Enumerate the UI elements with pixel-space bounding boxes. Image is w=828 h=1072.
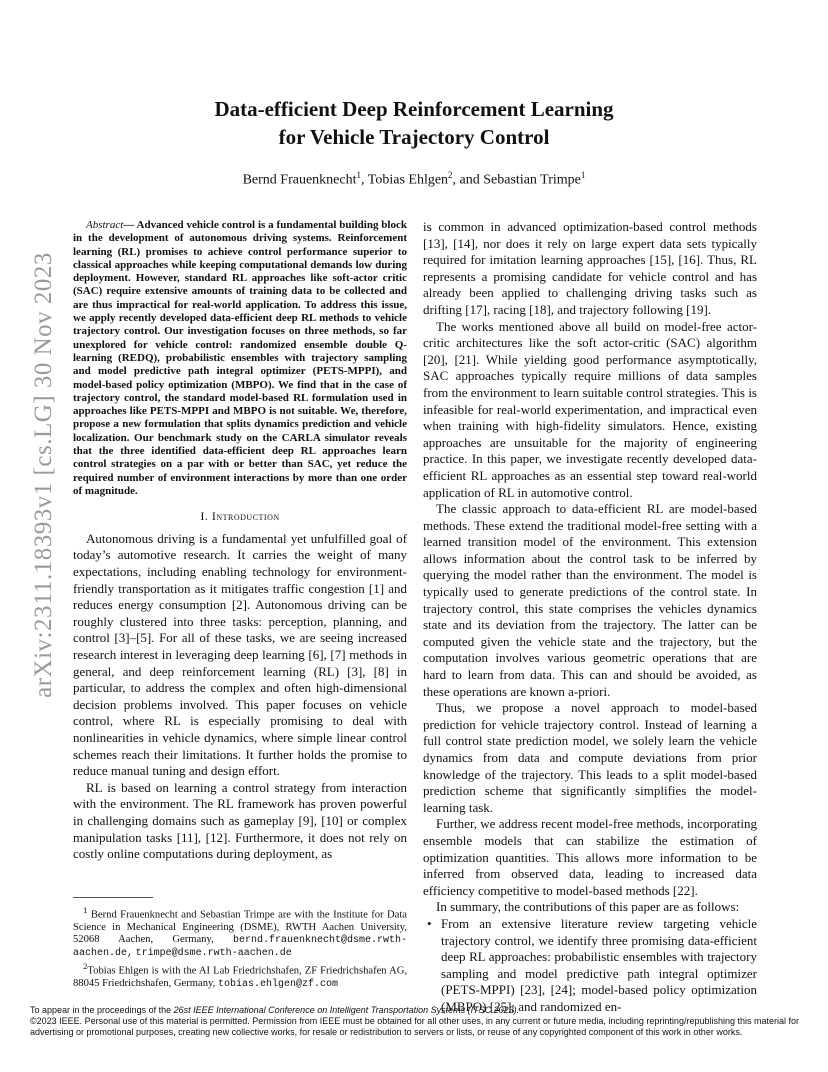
title-line-1: Data-efficient Deep Reinforcement Learning xyxy=(214,97,614,121)
section-title: Introduction xyxy=(211,509,280,524)
email-link[interactable]: tobias.ehlgen@zf.com xyxy=(217,979,338,991)
abstract-text: — Advanced vehicle control is a fundamental building block in the development of autonomous driving systems. Reinforcement learning (RL) promises to achieve control performance superior to classical approaches while keeping computational demands low during deployment. However, standard RL approaches like soft-actor critic (SAC) require extensive amounts of training data to be collected and are thus impractical for real-world application. To address this issue, we apply recently developed data-efficient deep RL methods to vehicle trajectory control. Our investigation focuses on three methods, so far unexplored for vehicle control: randomized ensemble double Q-learning (REDQ), probabilistic ensembles with trajectory sampling and model predictive path integral optimizer (PETS-MPPI), and model-based policy optimization (MBPO). We find that in the case of trajectory control, the standard model-based RL formulation used in approaches like PETS-MPPI and MBPO is not suitable. We, therefore, propose a new formulation that splits dynamics prediction and vehicle localization. Our benchmark study on the CARLA simulator reveals that the three identified data-efficient deep RL approaches learn control strategies on a par with or better than SAC, yet reduce the required number of environment interactions by more than one order of magnitude. xyxy=(73,219,407,497)
footnote xyxy=(73,904,407,991)
affiliation-mark-2: 2 xyxy=(448,170,453,180)
right-column xyxy=(423,219,757,1016)
footnote-mark-2: 2 xyxy=(83,961,88,972)
paragraph: The works mentioned above all build on model-free actor-critic architectures like the soft actor-critic (SAC) algorithm [20], [21]. While yielding good performance asymptotically, SAC approaches typically require millions of data samples from the environment to learn suitable control strategies. This is infeasible for real-world experimentation, and impractical even when training with high-fidelity simulators. Hence, existing approaches are unsuitable for the majority of engineering practice. In this paper, we investigate recently developed data-efficient RL approaches as an essential step toward real-world application of RL in automotive control. xyxy=(423,318,757,500)
paper-title xyxy=(0,95,828,151)
email-link[interactable]: bernd.frauenknecht@dsme.rwth-aachen.de, xyxy=(73,934,407,960)
proceedings-prefix: To appear in the proceedings of the xyxy=(30,1005,174,1015)
author-list xyxy=(0,170,828,189)
paragraph: The classic approach to data-efficient RL are model-based methods. These extend the traditional model-free setting with a learned transition model of the environment. This extension allows information about the control task to be inferred by querying the model rather than the environment. The model is typically used to generate predictions of the control state. In trajectory control, this state comprises the vehicles dynamics state and its deviation from the trajectory. The latter can be computed given the vehicle state and the trajectory, but the computation involves various geometric operations that are hard to learn from data. This can and should be avoided, as these operations are known a-priori. xyxy=(423,501,757,699)
paragraph: Further, we address recent model-free methods, incorporating ensemble models that can stabilize the estimation of optimization quantities. This allows more information to be inferred from observed data, leading to increased data efficiency competitive to model-based methods [22]. xyxy=(423,816,757,898)
abstract xyxy=(73,219,407,498)
abstract-label: Abstract xyxy=(86,219,124,231)
email-link[interactable]: trimpe@dsme.rwth-aachen.de xyxy=(135,948,292,960)
section-heading-introduction xyxy=(73,508,407,525)
contribution-list xyxy=(423,916,757,1016)
left-column xyxy=(73,219,407,863)
paragraph: In summary, the contributions of this paper are as follows: xyxy=(436,899,740,915)
title-line-2: for Vehicle Trajectory Control xyxy=(278,125,550,149)
footnote-rule xyxy=(73,897,153,898)
paragraph: Thus, we propose a novel approach to model-based prediction for vehicle trajectory control. Instead of learning a full control state prediction model, we solely learn the vehicle dynamics from data and compute deviations from prior knowledge of the trajectory. This leads to a split model-based prediction scheme that significantly simplifies the model-learning task. xyxy=(423,700,757,815)
list-item: • From an extensive literature review targeting vehicle trajectory control, we identify three promising data-efficient deep RL approaches: probabilistic ensembles with trajectory sampling and model predictive path integral optimizer (PETS-MPPI) [23], [24]; model-based policy optimization (MBPO) [25]; and randomized en- xyxy=(437,916,757,1016)
arxiv-identifier: arXiv:2311.18393v1 [cs.LG] 30 Nov 2023 xyxy=(30,252,57,698)
paragraph: Autonomous driving is a fundamental yet unfulfilled goal of today’s automotive research. It carries the weight of many expectations, including enabling technology for environment-friendly transportation as it mitigates traffic congestion [1] and reduces energy consumption [2]. Autonomous driving can be roughly clustered into three tasks: perception, planning, and control [3]–[5]. For all of these tasks, we are seeing increased research interest in leveraging deep learning [6], [7] methods in general, and deep reinforcement learning (RL) [3], [8] in particular, to address the complex and often high-dimensional decision problems involved. This paper focuses on vehicle control, where RL is especially promising to deal with nonlinearities in vehicle dynamics, where simple linear control schemes reach their limitations. It further holds the promise to reduce manual tuning and design effort. xyxy=(73,530,407,779)
footnote-affiliation-2: Tobias Ehlgen is with the AI Lab Friedrichshafen, ZF Friedrichshafen AG, 88045 Friedrichshafen, Germany, xyxy=(73,965,407,990)
section-number: I. xyxy=(200,509,212,524)
affiliation-mark-3: 1 xyxy=(580,170,586,180)
author-3: , and Sebastian Trimpe xyxy=(452,172,581,188)
affiliation-mark-1: 1 xyxy=(356,170,362,180)
copyright-notice xyxy=(30,1005,800,1038)
author-2: , Tobias Ehlgen xyxy=(361,172,449,188)
footnote-affiliation-1: Bernd Frauenknecht and Sebastian Trimpe are with the Institute for Data Science in Mechanical Engineering (DSME), RWTH Aachen University, 52068 Aachen, Germany, xyxy=(73,909,407,945)
proceedings-venue: 26st IEEE International Conference on Intelligent Transportation Systems (ITSC 2023). xyxy=(173,1005,520,1015)
paragraph: RL is based on learning a control strategy from interaction with the environment. The RL framework has proven powerful in challenging domains such as gameplay [9], [10] or complex manipulation tasks [11], [12]. Furthermore, it does not rely on costly online computations during deployment, as xyxy=(73,779,407,862)
paragraph: is common in advanced optimization-based control methods [13], [14], nor does it rely on large expert data sets typically required for imitation learning approaches [15], [16]. Thus, RL represents a promising candidate for vehicle control and has already been applied to challenging driving tasks such as drifting [17], racing [18], and trajectory following [19]. xyxy=(423,219,757,317)
author-1: Bernd Frauenknecht xyxy=(242,172,357,188)
arxiv-side-stamp xyxy=(14,252,74,698)
footnote-mark-1: 1 xyxy=(83,905,88,915)
ieee-copyright: ©2023 IEEE. Personal use of this material is permitted. Permission from IEEE must be obtained for all other uses, in any current or future media, including reprinting/republishing this material for advertising or promotional purposes, creating new collective works, for resale or redistribution to servers or lists, or reuse of any copyrighted component of this work in other works. xyxy=(30,1016,799,1037)
